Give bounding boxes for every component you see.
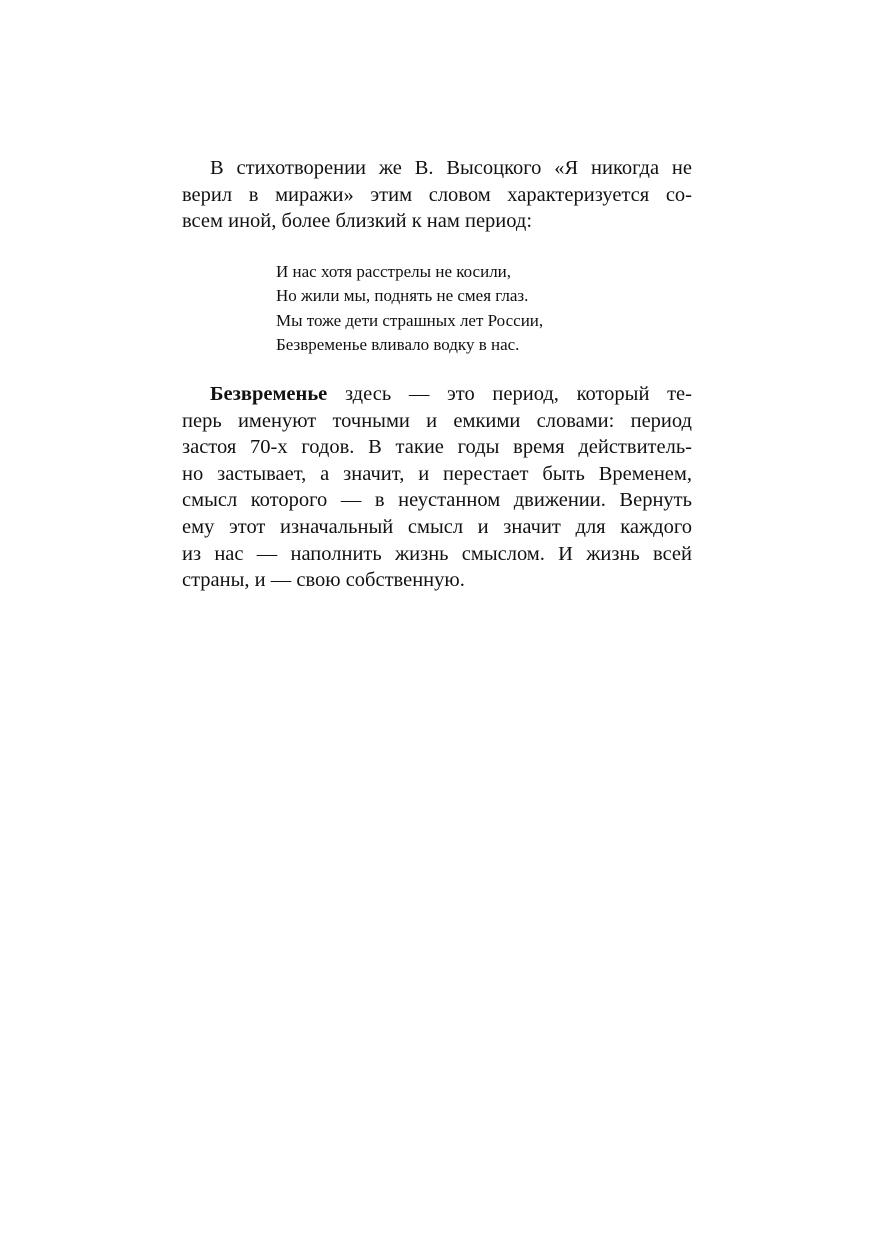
paragraph-commentary-line-5: смысл которого — в неустанном движении. Вернуть bbox=[182, 489, 692, 512]
paragraph-intro-line-1: В стихотворении же В. Высоцкого «Я никогда не bbox=[210, 157, 692, 179]
paragraph-commentary-line-7: из нас — наполнить жизнь смыслом. И жизнь всей bbox=[182, 542, 692, 565]
poem-line-2: Но жили мы, поднять не смея глаз. bbox=[276, 286, 529, 306]
poem-line-3: Мы тоже дети страшных лет России, bbox=[276, 310, 544, 330]
paragraph-commentary-line-6: ему этот изначальный смысл и значит для каждого bbox=[182, 515, 692, 538]
paragraph-commentary bbox=[182, 381, 692, 594]
paragraph-intro-line-2: верил в миражи» этим словом характеризуется со- bbox=[182, 183, 692, 206]
poem-quote bbox=[276, 260, 656, 357]
poem-line-4: Безвременье вливало водку в нас. bbox=[276, 334, 520, 354]
paragraph-commentary-line-8: страны, и — свою собственную. bbox=[182, 569, 465, 592]
paragraph-commentary-line-1 bbox=[182, 381, 692, 408]
paragraph-commentary-line-3: застоя 70-х годов. В такие годы время действитель- bbox=[182, 436, 692, 459]
paragraph-intro bbox=[182, 155, 692, 235]
paragraph-commentary-line-4: но застывает, а значит, и перестает быть Временем, bbox=[182, 462, 692, 485]
paragraph-commentary-line-2: перь именуют точными и емкими словами: период bbox=[182, 409, 692, 432]
paragraph-intro-line-3: всем иной, более близкий к нам период: bbox=[182, 210, 533, 233]
paragraph-commentary-line-1-rest: здесь — это период, который те- bbox=[327, 383, 692, 405]
poem-line-1: И нас хотя расстрелы не косили, bbox=[276, 262, 512, 281]
term-bold: Безвременье bbox=[210, 383, 328, 405]
